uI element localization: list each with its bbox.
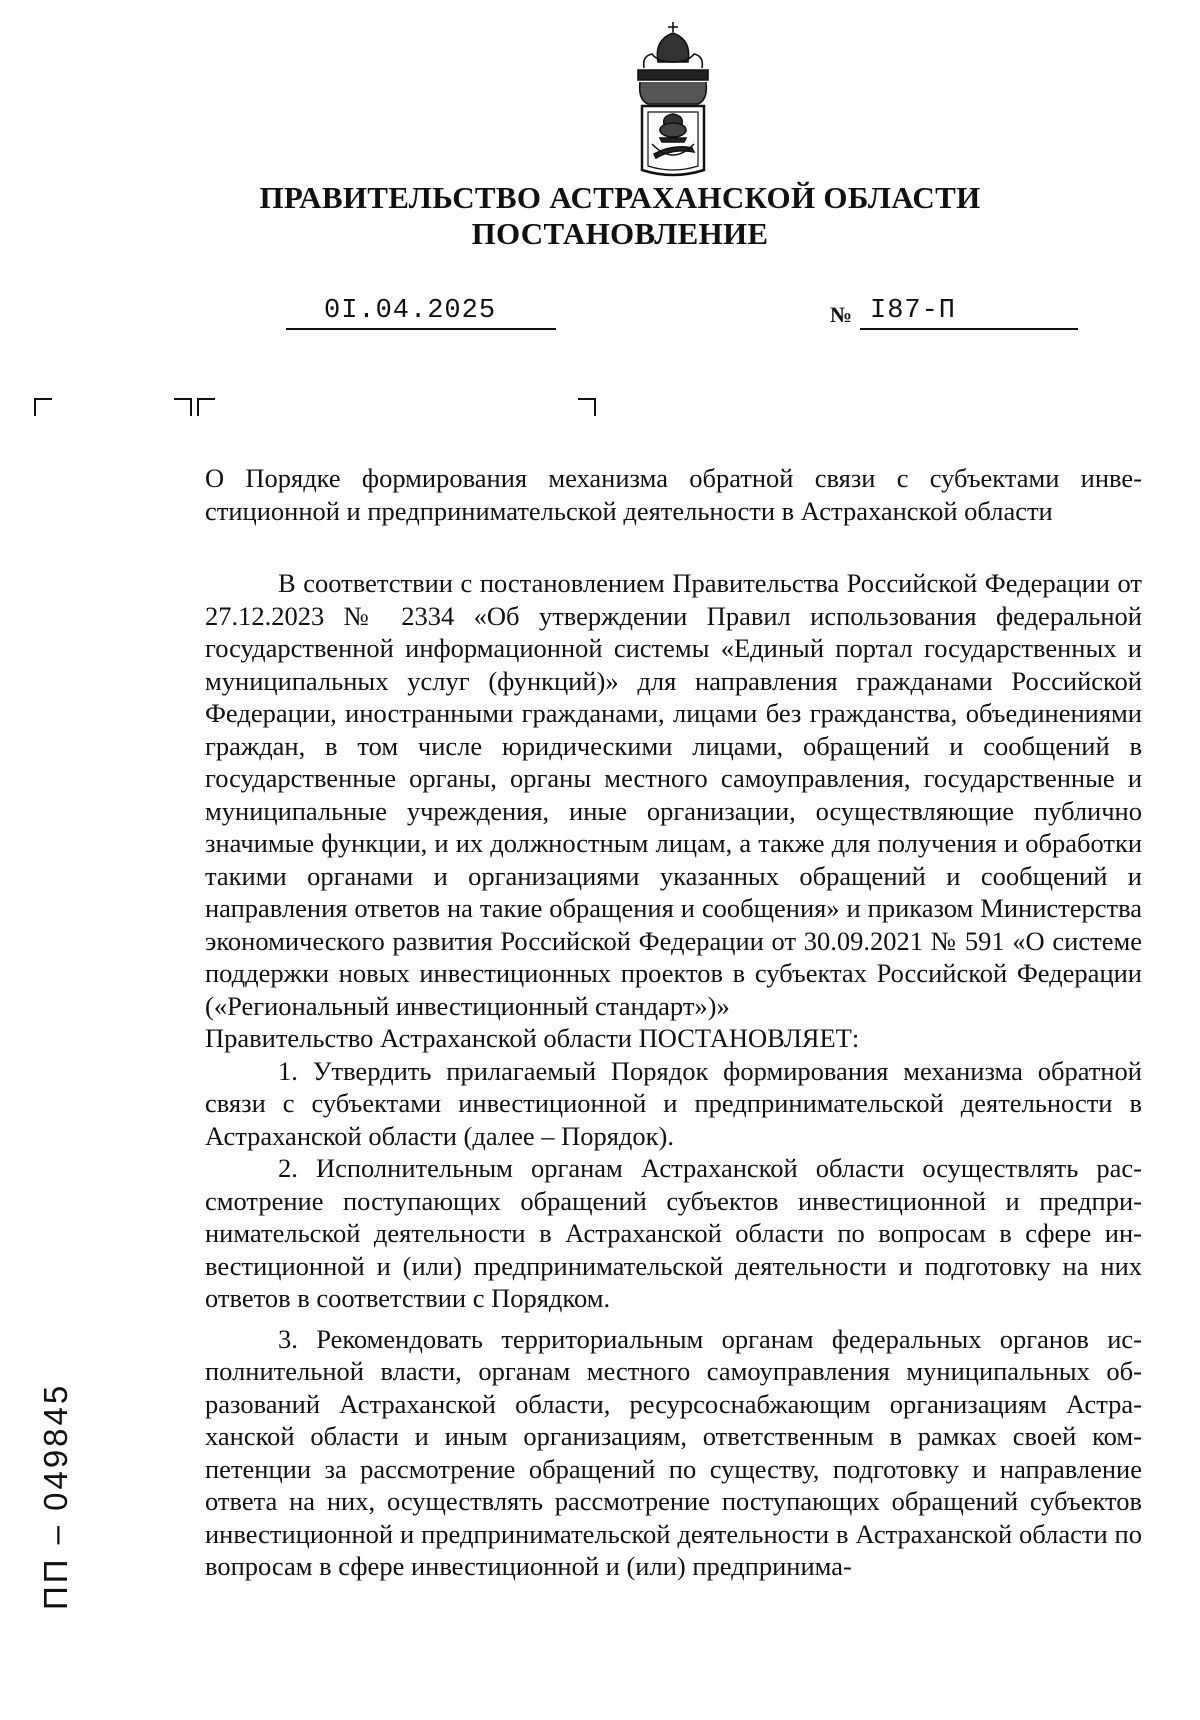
document-date: 0I.04.2025: [324, 296, 497, 326]
preamble-paragraph: В соответствии с постановлением Правительства Российской Федерации от 27.12.2023 № 2334 «Об утверждении Правил использования федеральной государственной информационной системы «Единый портал государственных и муниципальных услуг (функций)» для направления гражданами Российской Федерации, иностранными гражданами, лицами без гражданства, объединениями граждан, в том числе юридическими лицами, обращений и сообщений в государственные органы, органы местного самоуправления, государственные и муниципальные учреждения, иные организации, осуществляющие публично значимые функции, и их должностным лицам, а также для получения и обработки такими органами и организациями указанных обращений и сообщений и направления ответов на такие обращения и сообщения» и приказом Министерства экономического развития Российской Федерации от 30.09.2021 № 591 «О системе поддержки новых инвестиционных проектов в субъектах Российской Федерации («Региональный инвестиционный стандарт»)»: [205, 568, 1142, 1021]
corner-mark: [197, 398, 215, 416]
document-type: ПОСТАНОВЛЕНИЕ: [471, 216, 769, 251]
document-number: I87-П: [870, 296, 957, 326]
item-3-paragraph: 3. Рекомендовать территориальным органам федеральных органов исполнительной власти, органам местного самоуправления муниципальных образований Астраханской области, ресурсоснабжающим организациям Астраханской области и иным организациям, ответственным в рамках своей компетенции за рассмотрение обращений по существу, подготовку и направление ответа на них, осуществлять рассмотрение поступающих обращений субъектов инвестиционной и предпринимательской деятельности в Астраханской области по вопросам в сфере инвестиционной и (или) предпринима-: [205, 1323, 1142, 1581]
sheet-serial-number: ПП – 049845: [37, 1382, 74, 1610]
number-field: [860, 296, 1078, 330]
corner-mark: [34, 398, 52, 416]
item-1-paragraph: 1. Утвердить прилагаемый Порядок формирования механизма обратной связи с субъектами инвестиционной и предпринимательской деятельности в Астраханской области (далее – Порядок).: [205, 1055, 1142, 1151]
number-label: №: [830, 302, 853, 327]
date-field: [286, 296, 556, 330]
corner-mark: [174, 398, 192, 416]
item-2-paragraph: 2. Исполнительным органам Астраханской области осуществлять рассмотрение поступающих обращений субъектов инвестиционной и предпринимательской деятельности в Астраханской области по вопросам в сфере инвестиционной и (или) предпринимательской деятельности и подготовку на них ответов в соответствии с Порядком.: [205, 1153, 1142, 1313]
document-body: [205, 567, 1142, 1583]
document-subject: О Порядке формирования механизма обратной связи с субъектами инвестиционной и предпринимательской деятельности в Астраханской области: [205, 463, 1142, 526]
coat-of-arms-icon: [628, 20, 718, 182]
resolution-line: Правительство Астраханской области ПОСТАНОВЛЯЕТ:: [205, 1023, 860, 1053]
government-title: ПРАВИТЕЛЬСТВО АСТРАХАНСКОЙ ОБЛАСТИ: [259, 180, 981, 215]
corner-mark: [578, 398, 596, 416]
